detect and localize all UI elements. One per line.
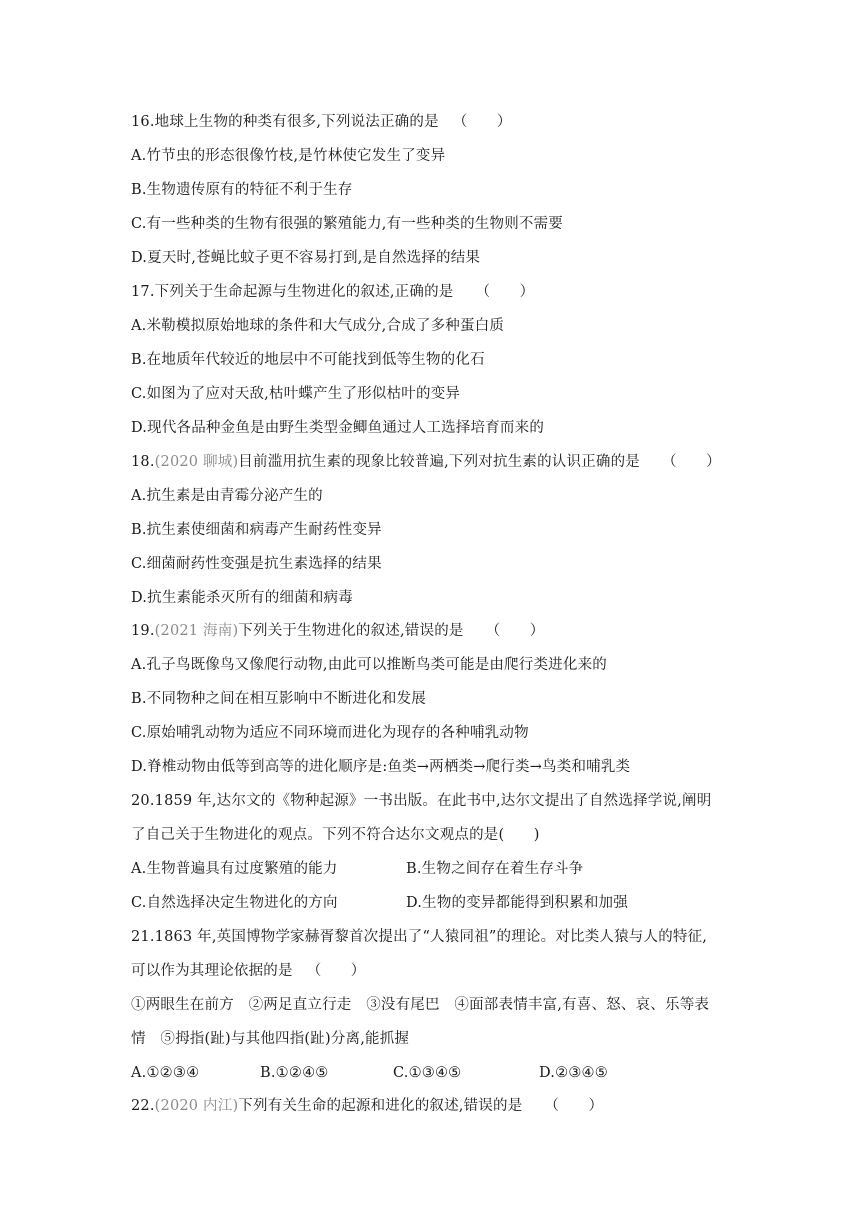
question-16-stem: 16.地球上生物的种类有很多,下列说法正确的是 （ ） [131,114,512,130]
question-21-stem-line2: 可以作为其理论依据的是 （ ） [131,963,366,979]
option-b: B.生物遗传原有的特征不利于生存 [131,182,353,198]
option-c: C.原始哺乳动物为适应不同环境而进化为现存的各种哺乳动物 [131,725,529,741]
option-c: C.如图为了应对天敌,枯叶蝶产生了形似枯叶的变异 [131,386,461,402]
option-d: D.夏天时,苍蝇比蚊子更不容易打到,是自然选择的结果 [131,250,481,266]
question-20-stem-line2: 了自己关于生物进化的观点。下列不符合达尔文观点的是( ) [131,827,540,843]
question-18-stem: 18.(2020 聊城)目前滥用抗生素的现象比较普遍,下列对抗生素的认识正确的是 （ ） [131,454,721,470]
answer-blank: （ ） [452,114,512,130]
option-a: A.生物普遍具有过度繁殖的能力 [131,861,338,877]
question-22-stem: 22.(2020 内江)下列有关生命的起源和进化的叙述,错误的是 （ ） [131,1098,604,1114]
option-d: D.脊椎动物由低等到高等的进化顺序是:鱼类→两栖类→爬行类→鸟类和哺乳类 [131,759,631,775]
option-a: A.孔子鸟既像鸟又像爬行动物,由此可以推断鸟类可能是由爬行类进化来的 [131,657,607,673]
question-source: (2020 内江) [154,1098,239,1114]
option-b: B.生物之间存在着生存斗争 [406,861,584,877]
option-b: B.不同物种之间在相互影响中不断进化和发展 [131,691,426,707]
option-c: C.①③④⑤ [393,1065,462,1081]
option-a: A.竹节虫的形态很像竹枝,是竹林使它发生了变异 [131,148,446,164]
option-c: C.自然选择决定生物进化的方向 [131,895,338,911]
question-21-items-line1: ①两眼生在前方 ②两足直立行走 ③没有尾巴 ④面部表情丰富,有喜、怒、哀、乐等表 [131,997,710,1013]
option-row [131,859,338,879]
answer-blank: （ ） [662,454,721,470]
option-a: A.①②③④ [131,1065,200,1081]
option-a: A.抗生素是由青霉分泌产生的 [131,488,323,504]
question-19-stem: 19.(2021 海南)下列关于生物进化的叙述,错误的是 （ ） [131,623,545,639]
option-d: D.生物的变异都能得到积累和加强 [406,895,628,911]
answer-blank: ( ) [498,827,540,843]
question-17-stem: 17.下列关于生命起源与生物进化的叙述,正确的是 （ ） [131,284,535,300]
question-source: (2021 海南) [154,623,239,639]
question-21-items-line2: 情 ⑤拇指(趾)与其他四指(趾)分离,能抓握 [131,1031,410,1047]
option-c: C.细菌耐药性变强是抗生素选择的结果 [131,556,382,572]
option-b: B.①②④⑤ [260,1065,329,1081]
answer-blank: （ ） [485,623,545,639]
question-source: (2020 聊城) [154,454,239,470]
question-21-stem-line1: 21.1863 年,英国博物学家赫胥黎首次提出了“人猿同祖”的理论。对比类人猿与人的特征, [131,929,708,945]
option-d: D.抗生素能杀灭所有的细菌和病毒 [131,590,353,606]
option-a: A.米勒模拟原始地球的条件和大气成分,合成了多种蛋白质 [131,318,505,334]
option-c: C.有一些种类的生物有很强的繁殖能力,有一些种类的生物则不需要 [131,216,563,232]
answer-blank: （ ） [306,963,366,979]
question-20-stem-line1: 20.1859 年,达尔文的《物种起源》一书出版。在此书中,达尔文提出了自然选择学说,阐明 [131,793,712,809]
option-b: B.抗生素使细菌和病毒产生耐药性变异 [131,522,382,538]
answer-blank: （ ） [544,1098,604,1114]
option-d: D.②③④⑤ [539,1065,608,1081]
answer-blank: （ ） [475,284,535,300]
option-b: B.在地质年代较近的地层中不可能找到低等生物的化石 [131,352,485,368]
option-d: D.现代各品种金鱼是由野生类型金鲫鱼通过人工选择培育而来的 [131,420,545,436]
